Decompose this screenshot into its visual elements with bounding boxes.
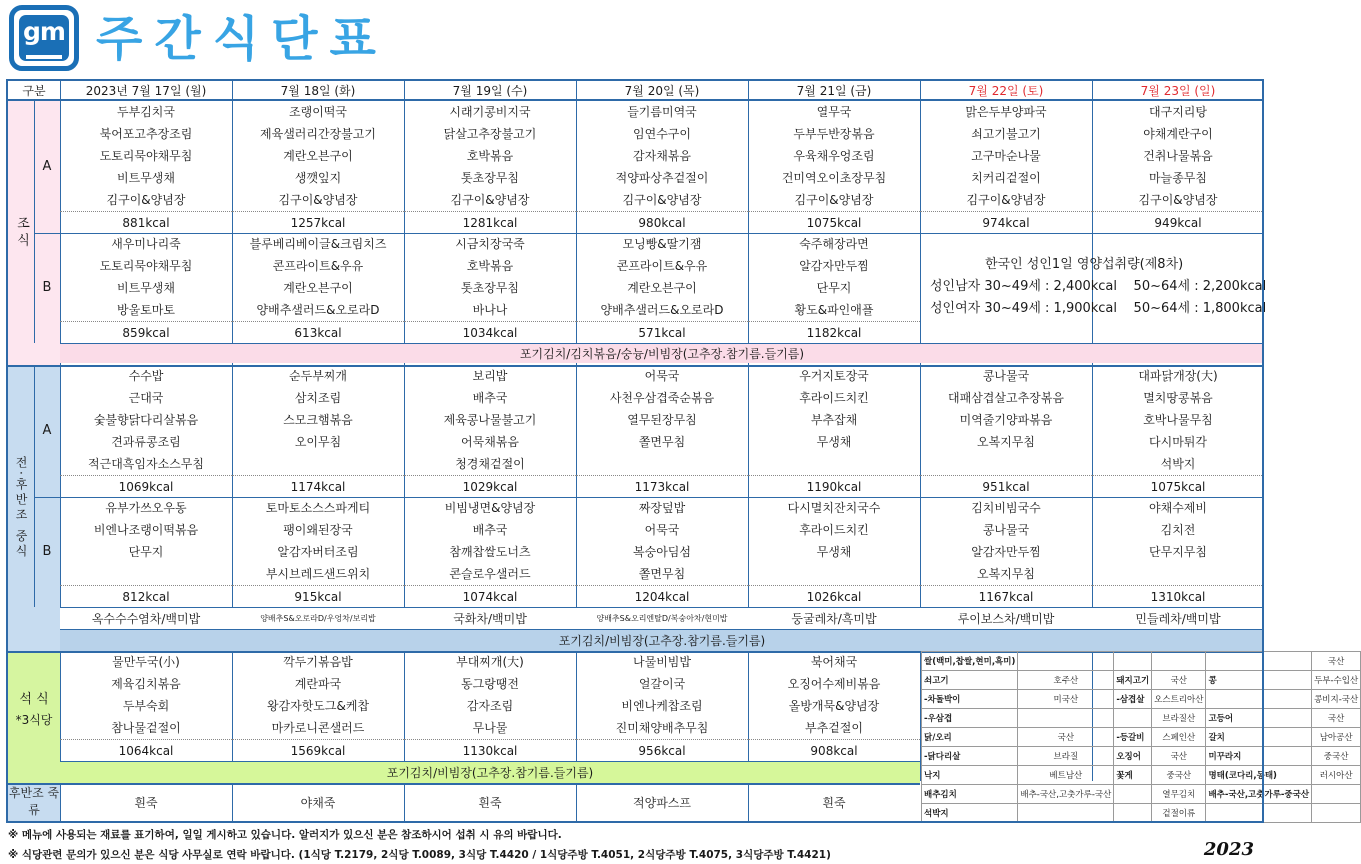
menu-item: 단무지 xyxy=(816,281,852,295)
origin-cell: 배추김치 xyxy=(922,785,1018,804)
menu-item: 숙주해장라면 xyxy=(799,237,869,251)
menu-item: 두부두반장볶음 xyxy=(793,127,875,141)
porridge-label: 후반조 죽류 xyxy=(8,786,60,817)
origin-cell: 겉절이류 xyxy=(1152,804,1206,823)
menu-item: 방울토마토 xyxy=(117,303,175,317)
menu-item: 깍두기볶음밥 xyxy=(283,655,353,669)
menu-item: 콩나물국 xyxy=(982,523,1030,537)
menu-item: 건미역오이초장무침 xyxy=(781,171,887,185)
calorie-value: 1257kcal xyxy=(232,211,404,233)
menu-item: 콘프라이트&우유 xyxy=(272,259,364,273)
menu-item: 숯불향닭다리살볶음 xyxy=(93,413,199,427)
rice-drink-item: 민들레차/백미밥 xyxy=(1092,607,1264,629)
origin-cell: 열무김치 xyxy=(1152,785,1206,804)
menu-item: 스모크햄볶음 xyxy=(283,413,353,427)
menu-item: 어묵국 xyxy=(644,369,680,383)
menu-item: 얼갈이국 xyxy=(638,677,686,691)
menu-item: 계란오븐구이 xyxy=(283,149,353,163)
menu-item: 적근대흑임자소스무침 xyxy=(88,457,204,471)
porridge-item: 흰죽 xyxy=(822,796,846,810)
menu-item: 두부김치국 xyxy=(117,105,175,119)
header-day: 7월 18일 (화) xyxy=(280,84,356,98)
lunch-label: 전·후반조 중식 xyxy=(14,456,28,560)
menu-item: 삼치조림 xyxy=(294,391,342,405)
menu-item: 무나물 xyxy=(472,721,508,735)
calorie-value: 1064kcal xyxy=(60,739,232,761)
menu-item: 적양파상추겉절이 xyxy=(615,171,709,185)
porridge-item: 흰죽 xyxy=(134,796,158,810)
calorie-value: 974kcal xyxy=(920,211,1092,233)
calorie-value: 859kcal xyxy=(60,321,232,343)
calorie-value: 949kcal xyxy=(1092,211,1264,233)
page-title: 주간식단표 xyxy=(96,11,388,67)
menu-item: 물만두국(小) xyxy=(112,655,180,669)
origin-cell: 브라질산 xyxy=(1152,709,1206,728)
calorie-value: 1075kcal xyxy=(1092,475,1264,497)
header-day: 7월 20일 (목) xyxy=(624,84,700,98)
menu-item: 동그랑땡전 xyxy=(461,677,519,691)
menu-item: 부대찌개(大) xyxy=(456,655,524,669)
menu-item: 쫄면무침 xyxy=(638,435,686,449)
menu-item: 생깻잎지 xyxy=(294,171,342,185)
menu-item: 다시멸치잔치국수 xyxy=(787,501,881,515)
menu-item: 멸치땅콩볶음 xyxy=(1143,391,1213,405)
menu-item: 황도&파인애플 xyxy=(794,303,874,317)
origin-cell: 돼지고기 xyxy=(1114,671,1152,690)
porridge-item: 야채죽 xyxy=(300,796,336,810)
origin-cell: -삼겹살 xyxy=(1114,690,1152,709)
calorie-value: 908kcal xyxy=(748,739,920,761)
menu-item: 콘프라이트&우유 xyxy=(616,259,708,273)
menu-item: 치커리겉절이 xyxy=(971,171,1041,185)
calorie-value: 812kcal xyxy=(60,585,232,607)
calorie-value: 1130kcal xyxy=(404,739,576,761)
origin-cell: 브라질 xyxy=(1018,747,1114,766)
menu-item: 열무국 xyxy=(816,105,852,119)
menu-item: 부추잡채 xyxy=(810,413,858,427)
menu-item: 계란오븐구이 xyxy=(283,281,353,295)
menu-item: 부시브레드샌드위치 xyxy=(265,567,371,581)
menu-item: 단무지 xyxy=(128,545,164,559)
menu-item: 도토리묵야채무침 xyxy=(99,149,193,163)
origin-cell: -닭다리살 xyxy=(922,747,1018,766)
origin-cell: 꽃게 xyxy=(1114,766,1152,785)
calorie-value: 1204kcal xyxy=(576,585,748,607)
menu-item: 비엔나조랭이떡볶음 xyxy=(93,523,199,537)
menu-item: 오복지무침 xyxy=(977,435,1035,449)
origin-cell: 국산 xyxy=(1152,747,1206,766)
origin-cell: 고등어 xyxy=(1206,709,1312,728)
origin-cell: 콩 xyxy=(1206,671,1312,690)
origin-cell: 두부-수입산 xyxy=(1312,671,1361,690)
origin-cell: -차돌박이 xyxy=(922,690,1018,709)
menu-item: 마카로니콘샐러드 xyxy=(271,721,365,735)
calorie-value: 1075kcal xyxy=(748,211,920,233)
origin-cell xyxy=(1312,785,1361,804)
origin-cell: 명태(코다리,동태) xyxy=(1206,766,1312,785)
rice-drink-item: 루이보스차/백미밥 xyxy=(920,607,1092,629)
origin-cell: 석박지 xyxy=(922,804,1018,823)
menu-item: 부추겉절이 xyxy=(805,721,863,735)
menu-item: 진미채양배추무침 xyxy=(615,721,709,735)
menu-item: 오징어수제비볶음 xyxy=(787,677,881,691)
calorie-value: 1182kcal xyxy=(748,321,920,343)
calorie-value: 1190kcal xyxy=(748,475,920,497)
menu-item: 어묵채볶음 xyxy=(461,435,519,449)
menu-item: 톳초장무침 xyxy=(461,171,519,185)
menu-item: 근대국 xyxy=(128,391,164,405)
menu-item: 김치전 xyxy=(1160,523,1196,537)
calorie-value: 881kcal xyxy=(60,211,232,233)
calorie-value: 1174kcal xyxy=(232,475,404,497)
origin-cell: 배추-국산,고춧가루-중국산 xyxy=(1206,785,1312,804)
origin-cell: 미국산 xyxy=(1018,690,1114,709)
rice-drink-item: 국화차/백미밥 xyxy=(404,607,576,629)
menu-item: 시금치장국죽 xyxy=(455,237,525,251)
menu-item: 대패삼겹살고추장볶음 xyxy=(948,391,1064,405)
dinner-sublabel: *3식당 xyxy=(15,713,53,727)
calorie-value: 956kcal xyxy=(576,739,748,761)
menu-item: 김구이&양념장 xyxy=(966,193,1046,207)
calorie-value: 1074kcal xyxy=(404,585,576,607)
menu-item: 순두부찌개 xyxy=(289,369,347,383)
calorie-value: 951kcal xyxy=(920,475,1092,497)
menu-item: 양배추샐러드&오로라D xyxy=(600,303,724,317)
menu-item: 올방개묵&양념장 xyxy=(788,699,880,713)
menu-item: 사천우삼겹죽순볶음 xyxy=(609,391,715,405)
lunch-a-label: A xyxy=(42,423,52,438)
calorie-value: 1026kcal xyxy=(748,585,920,607)
lunch-b-label: B xyxy=(42,544,52,559)
rice-drink-item: 옥수수수염차/백미밥 xyxy=(60,607,232,629)
menu-item: 나물비빔밥 xyxy=(633,655,691,669)
breakfast-a-label: A xyxy=(42,159,52,174)
lunch-side-band: 포기김치/비빔장(고추장.참기름.들기름) xyxy=(60,629,1264,651)
menu-item: 배추국 xyxy=(472,523,508,537)
footer-note-contact: ※ 식당관련 문의가 있으신 분은 식당 사무실로 연락 바랍니다. (1식당 T.2179, 2식당 T.0089, 3식당 T.4420 / 1식당주방 T.4051, 2식당주방 T.4075, 3식당주방 T.4421) xyxy=(8,849,831,861)
menu-item: 짜장덮밥 xyxy=(638,501,686,515)
menu-item: 제육샐러리간장불고기 xyxy=(260,127,376,141)
origin-cell xyxy=(1312,804,1361,823)
dinner-side-band: 포기김치/비빔장(고추장.참기름.들기름) xyxy=(60,761,920,783)
menu-item: 콩나물국 xyxy=(982,369,1030,383)
menu-item: 건취나물볶음 xyxy=(1143,149,1213,163)
menu-item: 호박나물무침 xyxy=(1143,413,1213,427)
menu-item: 참깨찹쌀도너츠 xyxy=(449,545,531,559)
menu-item: 알감자버터조림 xyxy=(277,545,359,559)
calorie-value: 1173kcal xyxy=(576,475,748,497)
header-day: 7월 23일 (일) xyxy=(1140,84,1216,98)
menu-item: 도토리묵야채무침 xyxy=(99,259,193,273)
origin-cell: 낙지 xyxy=(922,766,1018,785)
header-day: 2023년 7월 17일 (월) xyxy=(85,84,207,98)
menu-item: 김구이&양념장 xyxy=(278,193,358,207)
menu-item: 우육채우엉조림 xyxy=(793,149,875,163)
menu-item: 마늘종무침 xyxy=(1149,171,1207,185)
menu-item: 견과류콩조림 xyxy=(111,435,181,449)
menu-item: 톳초장무침 xyxy=(461,281,519,295)
origin-cell: 쌀(백미,찹쌀,현미,흑미) xyxy=(922,652,1018,671)
origin-cell: 미꾸라지 xyxy=(1206,747,1312,766)
breakfast-b-label: B xyxy=(42,280,52,295)
rice-drink-item: 양배추S&오리엔탈D/복숭아차/현미밥 xyxy=(576,607,748,629)
origin-cell: 배추-국산,고춧가루-국산 xyxy=(1018,785,1114,804)
menu-item: 어묵국 xyxy=(644,523,680,537)
breakfast-side-band: 포기김치/김치볶음/숭늉/비빔장(고추장.참기름.들기름) xyxy=(60,343,1264,363)
menu-item: 보리밥 xyxy=(472,369,508,383)
menu-item: 야채수제비 xyxy=(1149,501,1207,515)
menu-item: 쫄면무침 xyxy=(638,567,686,581)
menu-item: 토마토소스스파게티 xyxy=(265,501,371,515)
menu-item: 제육김치볶음 xyxy=(111,677,181,691)
calorie-value: 1034kcal xyxy=(404,321,576,343)
origin-cell: 오스트리아산 xyxy=(1152,690,1206,709)
menu-item: 모닝빵&딸기잼 xyxy=(622,237,702,251)
menu-item: 비트무생채 xyxy=(117,281,175,295)
nutrition-info: 성인여자 30~49세 : 1,900kcal 50~64세 : 1,800kcal xyxy=(930,301,1267,316)
origin-cell: 쇠고기 xyxy=(922,671,1018,690)
origin-cell: 국산 xyxy=(1312,709,1361,728)
menu-item: 청경채겉절이 xyxy=(455,457,525,471)
origin-cell: 스페인산 xyxy=(1152,728,1206,747)
menu-item: 김구이&양념장 xyxy=(1138,193,1218,207)
menu-item: 두부숙회 xyxy=(122,699,170,713)
menu-item: 양배추샐러드&오로라D xyxy=(256,303,380,317)
dinner-label: 석 식 xyxy=(19,692,49,707)
gm-logo: gm xyxy=(9,5,79,71)
menu-item: 김구이&양념장 xyxy=(794,193,874,207)
calorie-value: 571kcal xyxy=(576,321,748,343)
rice-drink-item: 양배추S&오로라D/우엉차/보리밥 xyxy=(232,607,404,629)
origin-cell: 국산 xyxy=(1018,728,1114,747)
calorie-value: 1281kcal xyxy=(404,211,576,233)
porridge-item: 적양파스프 xyxy=(633,796,691,810)
calorie-value: 980kcal xyxy=(576,211,748,233)
menu-item: 팽이왜된장국 xyxy=(283,523,353,537)
menu-item: 블루베리베이글&크림치즈 xyxy=(249,237,387,251)
calorie-value: 1029kcal xyxy=(404,475,576,497)
calorie-value: 613kcal xyxy=(232,321,404,343)
menu-item: 무생채 xyxy=(816,435,852,449)
nutrition-info: 성인남자 30~49세 : 2,400kcal 50~64세 : 2,200kcal xyxy=(930,279,1267,294)
menu-item: 알감자만두찜 xyxy=(799,259,869,273)
menu-item: 오이무침 xyxy=(294,435,342,449)
table-frame xyxy=(6,79,1267,823)
menu-item: 제육콩나물불고기 xyxy=(443,413,537,427)
menu-item: 대구지리탕 xyxy=(1149,105,1207,119)
menu-item: 단무지무침 xyxy=(1149,545,1207,559)
menu-item: 김치비빔국수 xyxy=(971,501,1041,515)
menu-item: 새우미나리죽 xyxy=(111,237,181,251)
header-day: 7월 19일 (수) xyxy=(452,84,528,98)
rice-drink-item: 둥굴레차/흑미밥 xyxy=(748,607,920,629)
menu-item: 김구이&양념장 xyxy=(622,193,702,207)
menu-item: 닭살고추장불고기 xyxy=(443,127,537,141)
menu-item: 배추국 xyxy=(472,391,508,405)
menu-item: 맑은두부양파국 xyxy=(965,105,1047,119)
menu-item: 감자조림 xyxy=(466,699,514,713)
origin-cell: 갈치 xyxy=(1206,728,1312,747)
menu-item: 비트무생채 xyxy=(117,171,175,185)
origin-cell: 러시아산 xyxy=(1312,766,1361,785)
menu-item: 계란파국 xyxy=(294,677,342,691)
menu-item: 후라이드치킨 xyxy=(799,523,869,537)
origin-cell: -우삼겹 xyxy=(922,709,1018,728)
menu-item: 무생채 xyxy=(816,545,852,559)
origin-cell: 남아공산 xyxy=(1312,728,1361,747)
menu-item: 임연수구이 xyxy=(633,127,691,141)
origin-cell: 베트남산 xyxy=(1018,766,1114,785)
menu-item: 조랭이떡국 xyxy=(289,105,347,119)
menu-item: 후라이드치킨 xyxy=(799,391,869,405)
menu-item: 콘슬로우샐러드 xyxy=(449,567,531,581)
menu-item: 오복지무침 xyxy=(977,567,1035,581)
menu-item: 대파닭개장(大) xyxy=(1138,369,1218,383)
menu-item: 시래기콩비지국 xyxy=(449,105,531,119)
calorie-value: 1069kcal xyxy=(60,475,232,497)
origin-cell: -등갈비 xyxy=(1114,728,1152,747)
menu-item: 감자채볶음 xyxy=(633,149,691,163)
header-day: 7월 21일 (금) xyxy=(796,84,872,98)
menu-item: 미역줄기양파볶음 xyxy=(959,413,1053,427)
origin-cell: 국산 xyxy=(1312,652,1361,671)
menu-item: 쇠고기불고기 xyxy=(971,127,1041,141)
breakfast-label: 조식 xyxy=(14,216,29,250)
origin-cell: 오징어 xyxy=(1114,747,1152,766)
calorie-value: 1569kcal xyxy=(232,739,404,761)
menu-item: 김구이&양념장 xyxy=(450,193,530,207)
footer-note-allergy: ※ 메뉴에 사용되는 재료를 표기하여, 일일 게시하고 있습니다. 알러지가 있으신 분은 참조하시어 섭취 시 유의 바랍니다. xyxy=(8,829,562,841)
menu-item: 알감자만두찜 xyxy=(971,545,1041,559)
menu-item: 김구이&양념장 xyxy=(106,193,186,207)
menu-item: 다시마튀각 xyxy=(1149,435,1207,449)
origin-cell: 콩비지-국산 xyxy=(1312,690,1361,709)
calorie-value: 1310kcal xyxy=(1092,585,1264,607)
menu-item: 고구마순나물 xyxy=(971,149,1041,163)
menu-item: 수수밥 xyxy=(128,369,164,383)
header-category: 구분 xyxy=(22,84,46,98)
menu-item: 왕감자핫도그&케찹 xyxy=(266,699,370,713)
menu-item: 유부가쓰오우동 xyxy=(105,501,187,515)
menu-item: 비빔냉면&양념장 xyxy=(444,501,536,515)
menu-item: 북어채국 xyxy=(810,655,858,669)
menu-item: 참나물겉절이 xyxy=(111,721,181,735)
origin-cell: 중국산 xyxy=(1312,747,1361,766)
origin-cell: 국산 xyxy=(1152,671,1206,690)
origin-cell: 호주산 xyxy=(1018,671,1114,690)
porridge-item: 흰죽 xyxy=(478,796,502,810)
signature-2023: 2023 xyxy=(1203,839,1254,860)
menu-item: 북어포고추장조림 xyxy=(99,127,193,141)
menu-item: 계란오븐구이 xyxy=(627,281,697,295)
calorie-value: 1167kcal xyxy=(920,585,1092,607)
menu-item: 비엔나케찹조림 xyxy=(621,699,703,713)
calorie-value: 915kcal xyxy=(232,585,404,607)
menu-item: 우거지토장국 xyxy=(799,369,869,383)
header-day: 7월 22일 (토) xyxy=(968,84,1044,98)
origin-cell: 닭/오리 xyxy=(922,728,1018,747)
menu-item: 호박볶음 xyxy=(466,149,514,163)
origin-cell: 중국산 xyxy=(1152,766,1206,785)
menu-item: 들기름미역국 xyxy=(627,105,697,119)
menu-item: 열무된장무침 xyxy=(627,413,697,427)
nutrition-info: 한국인 성인1일 영양섭취량(제8차) xyxy=(985,257,1184,272)
menu-item: 복숭아딤섬 xyxy=(633,545,691,559)
menu-item: 호박볶음 xyxy=(466,259,514,273)
menu-item: 야채계란구이 xyxy=(1143,127,1213,141)
menu-item: 석박지 xyxy=(1160,457,1196,471)
menu-item: 바나나 xyxy=(472,303,508,317)
